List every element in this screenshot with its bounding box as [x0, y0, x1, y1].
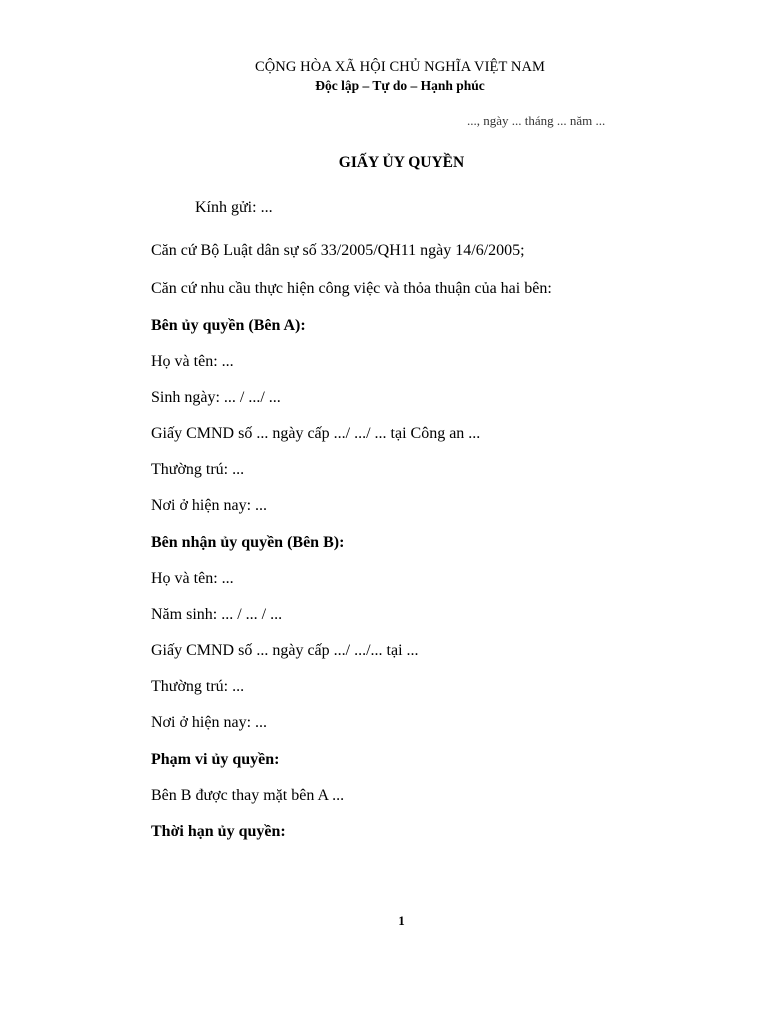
date-line: ..., ngày ... tháng ... năm ... [467, 113, 606, 128]
document-title: GIẤY ỦY QUYỀN [338, 154, 465, 171]
party-a-permanent-residence: Thường trú: ... [151, 461, 245, 478]
party-a-id-card: Giấy CMND số ... ngày cấp .../ .../ ... tại Công an ... [151, 425, 481, 442]
party-a-heading: Bên ủy quyền (Bên A): [151, 317, 306, 334]
party-b-id-card: Giấy CMND số ... ngày cấp .../ .../... tại ... [151, 642, 419, 659]
party-a-full-name: Họ và tên: ... [151, 353, 234, 370]
national-name: CỘNG HÒA XÃ HỘI CHỦ NGHĨA VIỆT NAM [254, 59, 546, 75]
page-number: 1 [398, 913, 405, 928]
scope-text: Bên B được thay mặt bên A ... [151, 787, 345, 804]
scope-heading: Phạm vi ủy quyền: [151, 751, 280, 768]
party-b-heading: Bên nhận ủy quyền (Bên B): [151, 534, 345, 551]
party-b-full-name: Họ và tên: ... [151, 570, 234, 587]
national-motto: Độc lập – Tự do – Hạnh phúc [315, 78, 485, 93]
party-b-current-address: Nơi ở hiện nay: ... [151, 714, 268, 731]
party-b-permanent-residence: Thường trú: ... [151, 678, 245, 695]
party-a-current-address: Nơi ở hiện nay: ... [151, 497, 268, 514]
legal-basis-agreement: Căn cứ nhu cầu thực hiện công việc và thỏa thuận của hai bên: [151, 280, 552, 297]
party-a-birth-date: Sinh ngày: ... / .../ ... [151, 389, 281, 406]
party-b-birth-year: Năm sinh: ... / ... / ... [151, 606, 283, 623]
duration-heading: Thời hạn ủy quyền: [151, 823, 286, 840]
recipient-line: Kính gửi: ... [195, 199, 273, 216]
legal-basis-civil-code: Căn cứ Bộ Luật dân sự số 33/2005/QH11 ngày 14/6/2005; [151, 242, 525, 259]
